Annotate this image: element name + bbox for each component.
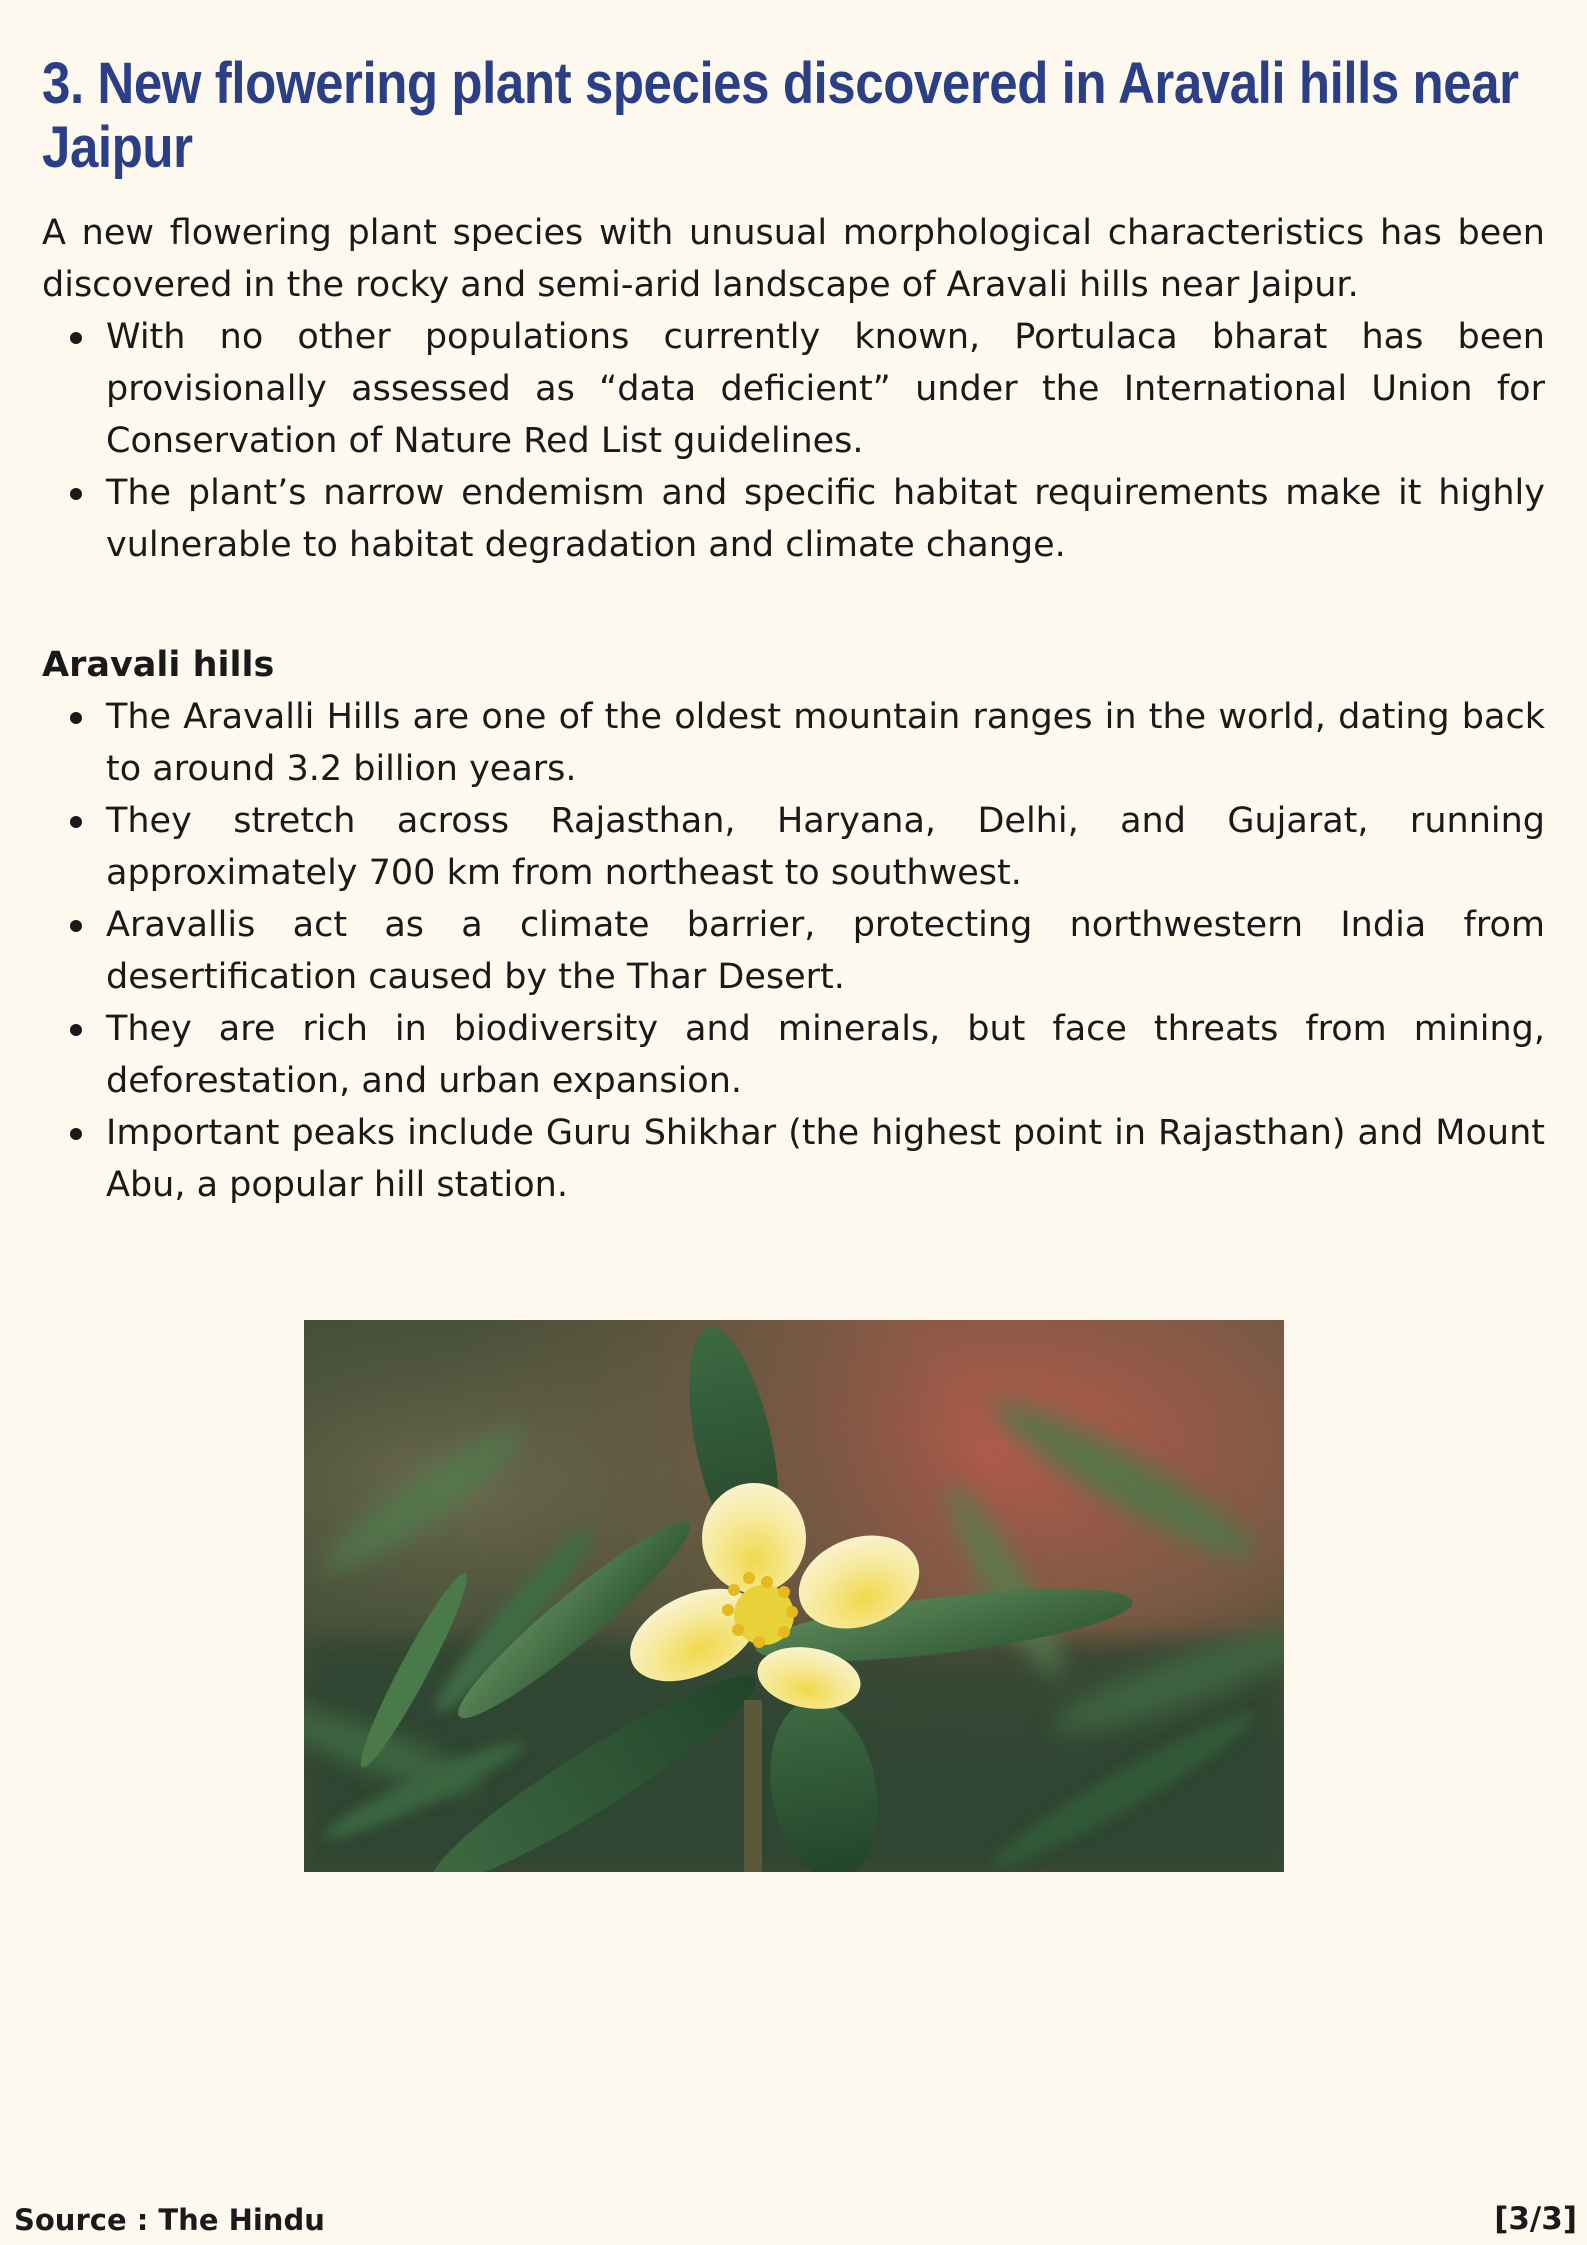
article (42, 52, 1545, 1211)
page-number: [3/3] (1494, 2201, 1577, 2237)
list-item: With no other populations currently known, Portulaca bharat has been provisionally assessed as “data deficient” under the International Union for Conservation of Nature Red List guidelines. (106, 311, 1545, 467)
article-bullets (42, 311, 1545, 571)
list-item: Aravallis act as a climate barrier, protecting northwestern India from desertification caused by the Thar Desert. (106, 899, 1545, 1003)
list-item: They are rich in biodiversity and minerals, but face threats from mining, deforestation, and urban expansion. (106, 1003, 1545, 1107)
title-wrap (42, 52, 1545, 187)
article-title: 3. New flowering plant species discovered in Aravali hills near Jaipur (42, 51, 1519, 180)
section-heading: Aravali hills (42, 645, 275, 685)
flower-photo (304, 1320, 1284, 1872)
list-item: The plant’s narrow endemism and specific habitat requirements make it highly vulnerable to habitat degradation and climate change. (106, 467, 1545, 571)
list-item: They stretch across Rajasthan, Haryana, Delhi, and Gujarat, running approximately 700 km from northeast to southwest. (106, 795, 1545, 899)
list-item: Important peaks include Guru Shikhar (the highest point in Rajasthan) and Mount Abu, a popular hill station. (106, 1107, 1545, 1211)
aravali-bullets (42, 691, 1545, 1211)
source-credit: Source : The Hindu (14, 2203, 325, 2237)
list-item: The Aravalli Hills are one of the oldest mountain ranges in the world, dating back to around 3.2 billion years. (106, 691, 1545, 795)
intro-paragraph: A new flowering plant species with unusual morphological characteristics has been discovered in the rocky and semi-arid landscape of Aravali hills near Jaipur. (42, 213, 1545, 305)
